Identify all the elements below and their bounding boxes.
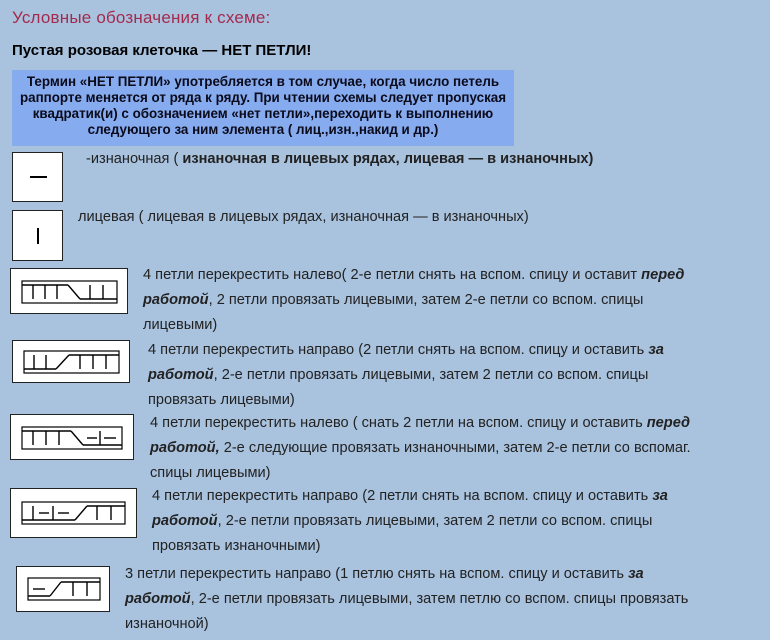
legend-text-emphasis: работой: [143, 292, 209, 308]
legend-text-cross-left-4: [143, 263, 763, 338]
purl-stitch-icon: [12, 152, 63, 202]
legend-text-emphasis: перед: [646, 415, 691, 431]
legend-text-cross-left-4-purl: [150, 411, 765, 486]
legend-text-emphasis: за: [628, 566, 644, 582]
legend-text: 3 петли перекрестить направо (1 петлю снять на вспом. спицу и оставить: [125, 566, 629, 582]
knit-stitch-icon: [12, 210, 63, 261]
legend-text: лицевая ( лицевая в лицевых рядах, изнаночная — в изнаночных): [78, 209, 529, 225]
note-line: следующего за ним элемента ( лиц.,изн.,накид и др.): [87, 122, 439, 137]
legend-text: провязать изнаночными): [152, 538, 321, 554]
legend-text-cross-right-4-purl: [152, 484, 764, 559]
note-line: раппорте меняется от ряда к ряду. При чтении схемы следует пропуская: [19, 90, 507, 105]
legend-text: 4 петли перекрестить налево ( снать 2 петли на вспом. спицу и оставить: [150, 415, 647, 431]
legend-text: , 2-е петли провязать лицевыми, затем петлю со вспом. спицы провязать: [190, 591, 689, 607]
cross-left-4-icon: [10, 268, 128, 314]
legend-text: , 2 петли провязать лицевыми, затем 2-е петли со вспом. спицы: [208, 292, 644, 308]
legend-text-emphasis: работой: [125, 591, 191, 607]
cross-right-3-icon: [16, 566, 110, 612]
legend-text-emphasis: работой: [148, 367, 214, 383]
legend-text: -изнаночная (: [86, 151, 183, 167]
legend-text-cross-right-3: [125, 562, 765, 637]
legend-text-purl: [86, 147, 593, 172]
cross-right-4-icon: [12, 340, 130, 383]
legend-text: провязать лицевыми): [148, 392, 295, 408]
legend-text-emphasis: за: [648, 342, 664, 358]
legend-text-bold: изнаночная в лицевых рядах, лицевая — в изнаночных): [182, 151, 594, 167]
legend-text: 4 петли перекрестить налево( 2-е петли снять на вспом. спицу и оставит: [143, 267, 642, 283]
no-stitch-note: [12, 70, 514, 146]
legend-text-emphasis: за: [652, 488, 668, 504]
note-line: Термин «НЕТ ПЕТЛИ» употребляется в том случае, когда число петель: [26, 74, 500, 89]
legend-text: 4 петли перекрестить направо (2 петли снять на вспом. спицу и оставить: [148, 342, 649, 358]
legend-text-cross-right-4: [148, 338, 763, 413]
legend-text-emphasis: перед: [641, 267, 685, 283]
legend-text-emphasis: работой,: [150, 440, 220, 456]
legend-text-emphasis: работой: [152, 513, 218, 529]
page-title: Условные обозначения к схеме:: [12, 8, 271, 27]
note-line: квадратик(и) с обозначением «нет петли»,переходить к выполнению: [32, 106, 494, 121]
legend-text: , 2-е петли провязать лицевыми, затем 2 петли со вспом. спицы: [217, 513, 653, 529]
cross-left-4-purl-icon: [10, 414, 134, 460]
legend-text: лицевыми): [143, 317, 218, 333]
empty-cell-heading: Пустая розовая клеточка — НЕТ ПЕТЛИ!: [12, 42, 312, 59]
legend-text: 4 петли перекрестить направо (2 петли снять на вспом. спицу и оставить: [152, 488, 653, 504]
legend-text-knit: [78, 205, 529, 230]
legend-text: 2-е следующие провязать изнаночными, затем 2-е петли со вспомаг.: [219, 440, 691, 456]
legend-text: изнаночной): [125, 616, 209, 632]
cross-right-4-purl-icon: [10, 488, 137, 538]
legend-text: спицы лицевыми): [150, 465, 271, 481]
legend-text: , 2-е петли провязать лицевыми, затем 2 петли со вспом. спицы: [213, 367, 649, 383]
